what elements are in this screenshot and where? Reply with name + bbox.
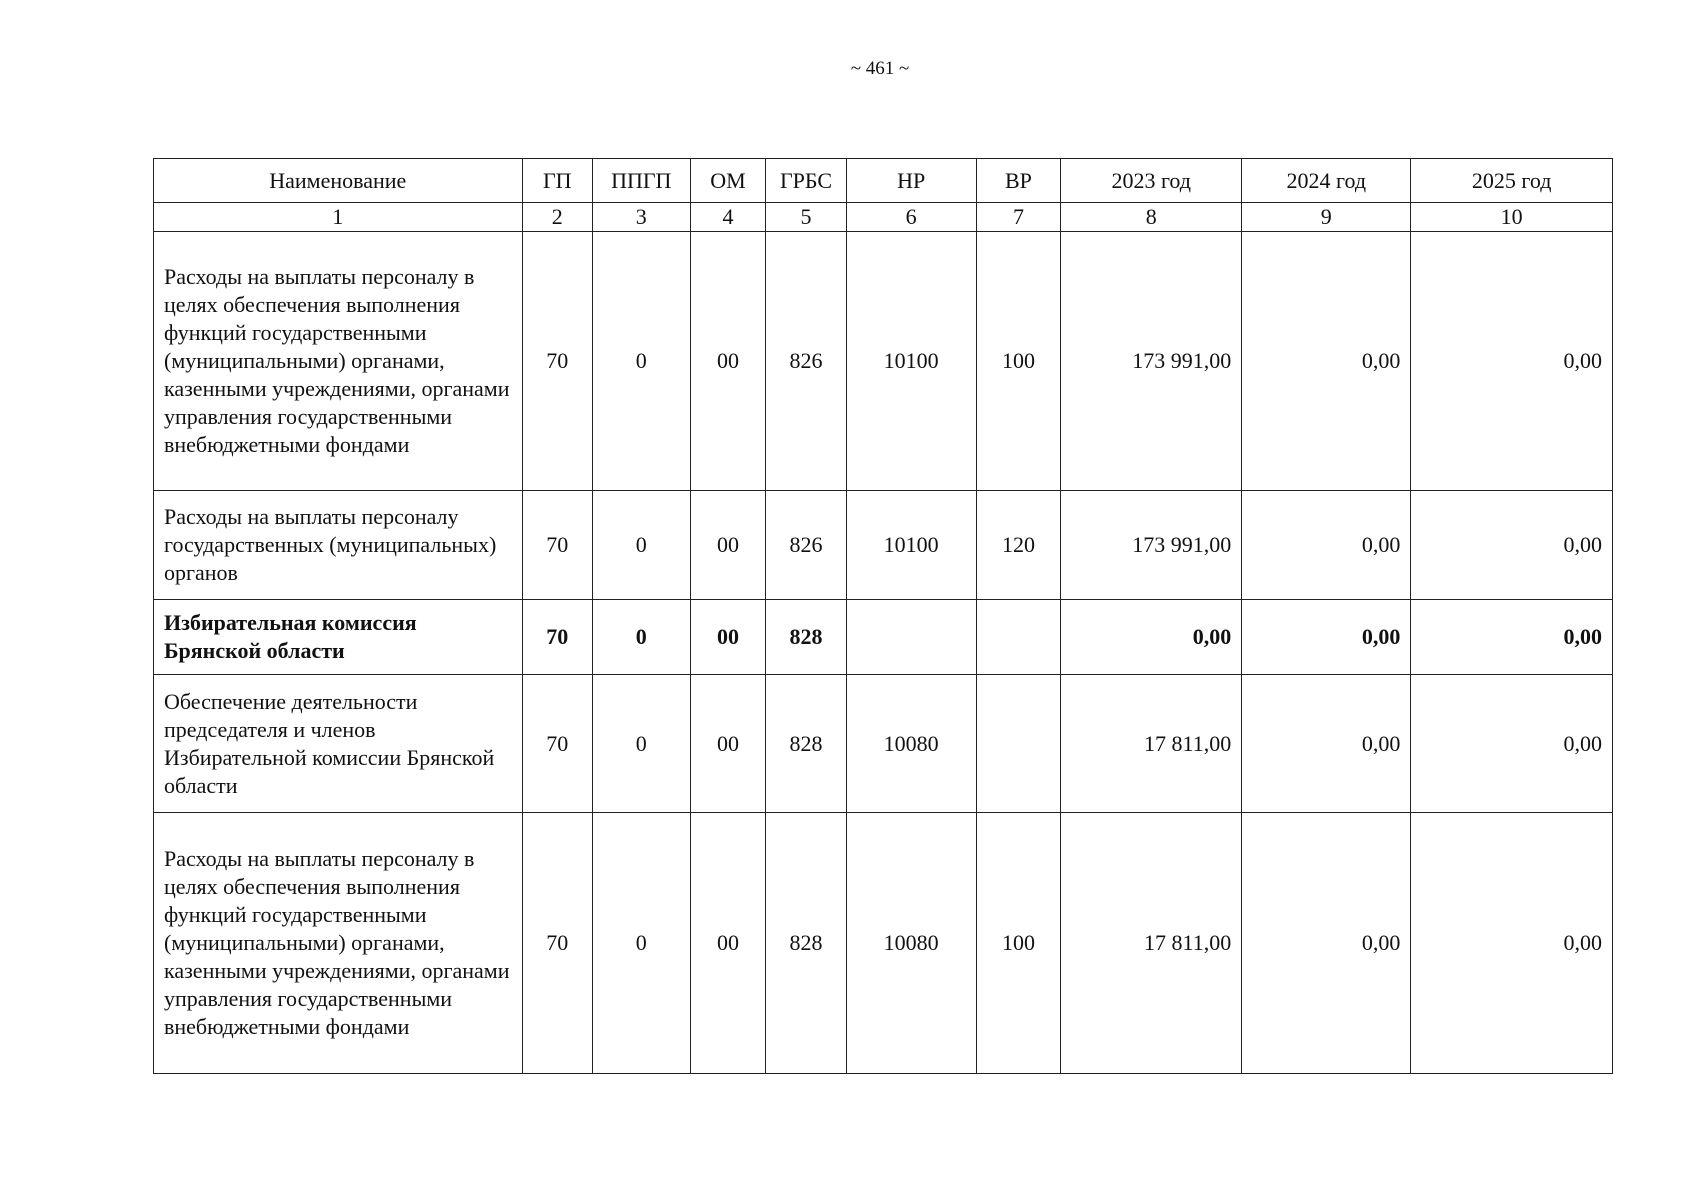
header-name: Наименование bbox=[154, 159, 523, 203]
cell-vr bbox=[976, 600, 1061, 675]
header-ppgp: ППГП bbox=[592, 159, 690, 203]
cell-om: 00 bbox=[690, 232, 766, 491]
cell-2023: 17 811,00 bbox=[1061, 675, 1242, 813]
cell-2023: 173 991,00 bbox=[1061, 232, 1242, 491]
header-2024: 2024 год bbox=[1242, 159, 1411, 203]
column-number: 7 bbox=[976, 203, 1061, 232]
header-2023: 2023 год bbox=[1061, 159, 1242, 203]
cell-ppgp: 0 bbox=[592, 491, 690, 600]
cell-nr: 10100 bbox=[846, 232, 976, 491]
cell-om: 00 bbox=[690, 675, 766, 813]
table-row-section bbox=[154, 600, 1613, 675]
cell-grbs: 828 bbox=[766, 813, 846, 1074]
cell-2023: 0,00 bbox=[1061, 600, 1242, 675]
cell-2025: 0,00 bbox=[1411, 675, 1613, 813]
column-number: 8 bbox=[1061, 203, 1242, 232]
cell-gp: 70 bbox=[522, 600, 592, 675]
column-number: 2 bbox=[522, 203, 592, 232]
column-number: 10 bbox=[1411, 203, 1613, 232]
cell-2023: 173 991,00 bbox=[1061, 491, 1242, 600]
page-number: ~ 461 ~ bbox=[850, 58, 910, 79]
column-number: 4 bbox=[690, 203, 766, 232]
cell-vr: 100 bbox=[976, 813, 1061, 1074]
table-row bbox=[154, 491, 1613, 600]
row-name: Обеспечение деятельности председателя и членов Избирательной комиссии Брянской области bbox=[154, 675, 523, 813]
cell-2025: 0,00 bbox=[1411, 813, 1613, 1074]
cell-nr bbox=[846, 600, 976, 675]
table-row bbox=[154, 232, 1613, 491]
cell-2024: 0,00 bbox=[1242, 675, 1411, 813]
header-vr: ВР bbox=[976, 159, 1061, 203]
row-name: Расходы на выплаты персоналу в целях обеспечения выполнения функций государственными (муниципальными) органами, казенными учреждениями, органами управления государственными внебюджетными фондами bbox=[154, 813, 523, 1074]
cell-gp: 70 bbox=[522, 813, 592, 1074]
cell-2024: 0,00 bbox=[1242, 232, 1411, 491]
row-name: Избирательная комиссия Брянской области bbox=[154, 600, 523, 675]
cell-nr: 10100 bbox=[846, 491, 976, 600]
header-2025: 2025 год bbox=[1411, 159, 1613, 203]
cell-2024: 0,00 bbox=[1242, 600, 1411, 675]
header-grbs: ГРБС bbox=[766, 159, 846, 203]
cell-om: 00 bbox=[690, 600, 766, 675]
header-row bbox=[154, 159, 1613, 203]
cell-nr: 10080 bbox=[846, 813, 976, 1074]
cell-vr bbox=[976, 675, 1061, 813]
column-number: 5 bbox=[766, 203, 846, 232]
cell-2024: 0,00 bbox=[1242, 491, 1411, 600]
column-number: 6 bbox=[846, 203, 976, 232]
cell-2023: 17 811,00 bbox=[1061, 813, 1242, 1074]
table-row bbox=[154, 813, 1613, 1074]
row-name: Расходы на выплаты персоналу государственных (муниципальных) органов bbox=[154, 491, 523, 600]
budget-table bbox=[153, 158, 1613, 1074]
cell-2024: 0,00 bbox=[1242, 813, 1411, 1074]
cell-ppgp: 0 bbox=[592, 675, 690, 813]
cell-ppgp: 0 bbox=[592, 813, 690, 1074]
column-number: 3 bbox=[592, 203, 690, 232]
cell-nr: 10080 bbox=[846, 675, 976, 813]
cell-vr: 120 bbox=[976, 491, 1061, 600]
row-name: Расходы на выплаты персоналу в целях обеспечения выполнения функций государственными (муниципальными) органами, казенными учреждениями, органами управления государственными внебюджетными фондами bbox=[154, 232, 523, 491]
cell-gp: 70 bbox=[522, 675, 592, 813]
cell-grbs: 826 bbox=[766, 232, 846, 491]
cell-ppgp: 0 bbox=[592, 600, 690, 675]
cell-grbs: 828 bbox=[766, 600, 846, 675]
column-number-row bbox=[154, 203, 1613, 232]
cell-grbs: 826 bbox=[766, 491, 846, 600]
cell-gp: 70 bbox=[522, 232, 592, 491]
cell-2025: 0,00 bbox=[1411, 232, 1613, 491]
column-number: 1 bbox=[154, 203, 523, 232]
cell-om: 00 bbox=[690, 813, 766, 1074]
header-gp: ГП bbox=[522, 159, 592, 203]
cell-gp: 70 bbox=[522, 491, 592, 600]
header-om: ОМ bbox=[690, 159, 766, 203]
cell-2025: 0,00 bbox=[1411, 600, 1613, 675]
header-nr: НР bbox=[846, 159, 976, 203]
cell-2025: 0,00 bbox=[1411, 491, 1613, 600]
cell-ppgp: 0 bbox=[592, 232, 690, 491]
table-row bbox=[154, 675, 1613, 813]
column-number: 9 bbox=[1242, 203, 1411, 232]
cell-vr: 100 bbox=[976, 232, 1061, 491]
cell-om: 00 bbox=[690, 491, 766, 600]
cell-grbs: 828 bbox=[766, 675, 846, 813]
